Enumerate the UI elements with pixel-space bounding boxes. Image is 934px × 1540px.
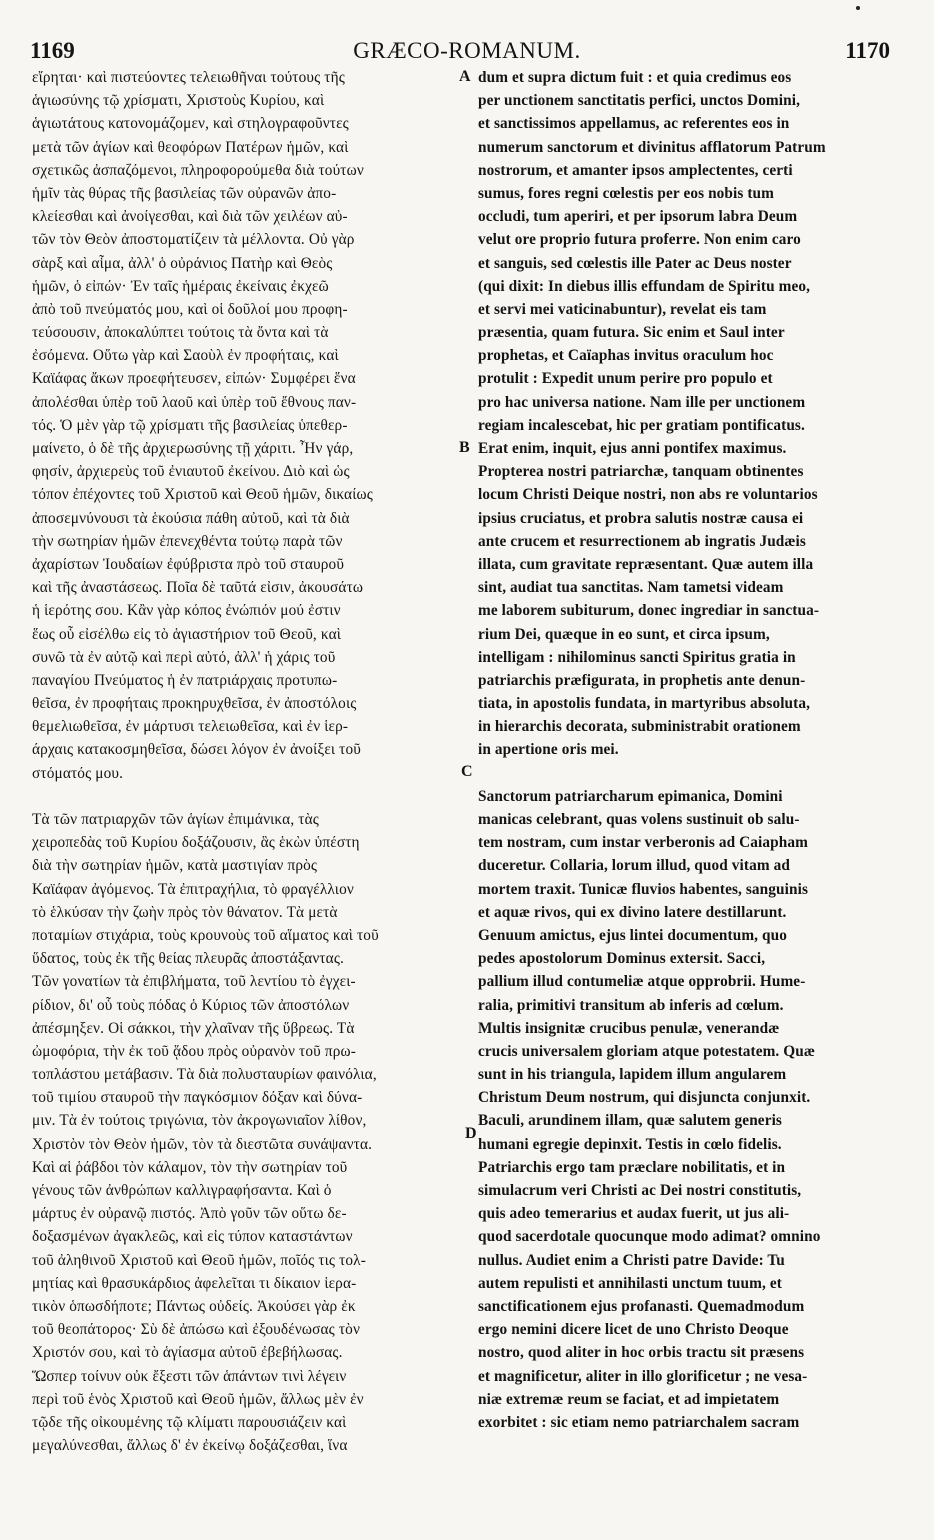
greek-text-line: καὶ τῆς ἀναστάσεως. Ποῖα δὲ ταῦτά εἰσιν, ἀκουσάτω: [32, 579, 364, 597]
latin-text-line: Genuum amictus, ejus lintei documentum, quo: [478, 926, 787, 944]
latin-text-line: autem repulisti et annihilasti unctum tuum, et: [478, 1274, 782, 1292]
latin-text-line: et aquæ rivos, qui ex divino latere destillarunt.: [478, 903, 787, 921]
latin-text-line: præsentia, quam futura. Sic enim et Saul inter: [478, 324, 785, 342]
margin-letter-d: D: [465, 1125, 477, 1142]
greek-text-line: ἀπέσμηξεν. Οἱ σάκκοι, τὴν χλαῖναν τῆς ὕβρεως. Τὰ: [32, 1019, 355, 1037]
greek-text-line: τοπλάστου μετάβασιν. Τὰ διὰ πολυσταυρίων φαινόλια,: [32, 1066, 377, 1084]
running-title: GRÆCO-ROMANUM.: [353, 38, 581, 63]
greek-text-line: ρίδιον, δι' οὗ τοὺς πόδας ὁ Κύριος τῶν ἀποστόλων: [32, 996, 350, 1014]
margin-letter-c: C: [461, 763, 473, 780]
latin-text-line: nostrorum, et amanter ipsos amplectentes, certi: [478, 161, 793, 179]
greek-text-line: στόματός μου.: [32, 764, 124, 782]
greek-text-line: μητίας καὶ θρασυκάρδιος ἀφελεῖται τι δίκαιον ἱερα-: [32, 1274, 357, 1292]
latin-text-line: Sanctorum patriarcharum epimanica, Domini: [478, 787, 783, 805]
latin-text-line: et servi mei vaticinabuntur), revelat eis tam: [478, 300, 767, 318]
latin-text-line: Baculi, arundinem illam, quæ salutem generis: [478, 1112, 782, 1130]
greek-text-line: γένους τῶν ἀνθρώπων καλλιγραφήσαντα. Καὶ ὁ: [32, 1182, 332, 1199]
greek-text-line: ἀπολέσθαι ὑπὲρ τοῦ λαοῦ καὶ ὑπὲρ τοῦ ἔθνους παν-: [32, 393, 357, 411]
greek-text-line: Ὥσπερ τοίνυν οὐκ ἔξεστι τῶν ἁπάντων τινὶ λέγειν: [32, 1367, 347, 1385]
latin-text-line: me laborem subiturum, donec ingrediar in sanctua-: [478, 602, 820, 620]
greek-text-line: ποταμίων στιχάρια, τοὺς κρουνοὺς τοῦ αἵματος καὶ τοῦ: [32, 926, 379, 944]
greek-text-line: τόπον ἐπέχοντες τοῦ Χριστοῦ καὶ Θεοῦ ἡμῶν, δικαίως: [32, 486, 373, 504]
greek-text-line: Χριστόν σου, καὶ τὸ ἁγίασμα αὐτοῦ ἐβεβήλωσας.: [32, 1344, 343, 1362]
greek-text-line: δοξασμένων ἀγακλεῶς, καὶ εἰς τύπον καταστάντων: [32, 1228, 353, 1246]
latin-text-line: tem nostram, cum instar verberonis ad Caiapham: [478, 834, 808, 852]
greek-text-line: τὴν σωτηρίαν ἡμῶν ἐπενεχθέντα τούτῳ παρὰ τῶν: [32, 532, 343, 550]
latin-text-line: et sanguis, sed cœlestis ille Pater ac Deus noster: [478, 254, 792, 272]
greek-text-line: τοῦ ἀληθινοῦ Χριστοῦ καὶ Θεοῦ ἡμῶν, ποῖός τις τολ-: [32, 1251, 366, 1269]
latin-text-line: in apertione oris mei.: [478, 741, 619, 759]
margin-letter-b: B: [459, 439, 470, 456]
latin-text-line: Propterea nostri patriarchæ, tanquam obtinentes: [478, 463, 804, 481]
page-header: [0, 36, 934, 66]
greek-text-line: τῶν τὸν Θεὸν ἀποστοματίζειν τὰ μέλλοντα. Οὐ γὰρ: [32, 231, 355, 249]
greek-text-line: χειροπεδὰς τοῦ Κυρίου δοξάζουσιν, ἃς ἑκὼν ὑπέστη: [32, 834, 360, 852]
greek-text-line: Καὶ αἱ ῥάβδοι τὸν κάλαμον, τὸν τὴν σωτηρίαν τοῦ: [32, 1158, 348, 1176]
greek-text-line: συνῶ τὰ ἐν αὐτῷ καὶ περὶ αὐτό, ἀλλ' ἡ χάρις τοῦ: [32, 648, 336, 666]
greek-text-line: τοῦ τιμίου σταυροῦ τὴν παγκόσμιον δόξαν καὶ δύνα-: [32, 1089, 363, 1107]
greek-text-line: θεμελιωθεῖσα, ἐν μάρτυσι τελειωθεῖσα, καὶ ἐν ἱερ-: [32, 718, 349, 736]
greek-text-line: ὕδατος, τοὺς ἐκ τῆς θείας πλευρᾶς ἀποστάξαντας.: [32, 950, 345, 968]
latin-text-line: quod sacerdotale quocunque modo adimat? omnino: [478, 1228, 821, 1246]
greek-text-line: τοῦ θεοπάτορος· Σὺ δὲ ἀπώσω καὶ ἐξουδένωσας τὸν: [32, 1321, 361, 1339]
latin-text-line: ralia, primitivi transitum ab inferis ad cœlum.: [478, 996, 784, 1014]
greek-text-line: σχετικῶς ἀσπαζόμενοι, πληροφορούμεθα διὰ τούτων: [32, 161, 364, 179]
latin-text-line: (qui dixit: In diebus illis effundam de Spiritu meo,: [478, 277, 811, 295]
latin-text-line: pro hac universa natione. Nam ille per unctionem: [478, 393, 806, 411]
greek-text-line: Καϊάφας ἄκων προεφήτευσεν, εἰπών· Συμφέρει ἕνα: [32, 370, 356, 388]
greek-text-line: τεύσουσιν, ἀποκαλύπτει τούτοις τὰ ὄντα καὶ τὰ: [32, 324, 329, 342]
greek-text-line: θεῖσα, ἐν προφήταις προκηρυχθεῖσα, ἐν ἀποστόλοις: [32, 695, 357, 713]
latin-text-line: manicas celebrant, quas volens sustinuit ob salu-: [478, 811, 800, 828]
latin-text-line: nostro, quod aliter in hoc orbis tractu sit præsens: [478, 1344, 805, 1362]
latin-text-line: protulit : Expedit unum perire pro populo et: [478, 370, 773, 388]
greek-text-line: ἐσόμενα. Οὕτω γὰρ καὶ Σαοὺλ ἐν προφήταις, καὶ: [32, 347, 339, 365]
latin-text-line: quis adeo temerarius et audax fuerit, ut jus ali-: [478, 1205, 790, 1223]
latin-text-line: Multis insignitæ crucibus penulæ, venerandæ: [478, 1019, 780, 1037]
greek-text-line: τὸ ἑλκύσαν τὴν ζωὴν πρὸς τὸν θάνατον. Τὰ μετὰ: [32, 903, 338, 921]
greek-text-line: ἀπὸ τοῦ πνεύματός μου, καὶ οἱ δοῦλοί μου προφη-: [32, 300, 348, 318]
latin-text-line: ante crucem et resurrectionem ab ingratis Judæis: [478, 532, 806, 550]
latin-text-line: in hierarchis decorata, subministrabit orationem: [478, 718, 801, 736]
greek-text-line: διὰ τὴν σωτηρίαν ἡμῶν, κατὰ μαστιγίαν πρὸς: [32, 857, 318, 875]
latin-text-line: prophetas, et Caïaphas invitus oraculum hoc: [478, 347, 774, 365]
greek-text-line: εἴρηται· καὶ πιστεύοντες τελειωθῆναι τούτους τῆς: [32, 69, 345, 86]
latin-text-line: humani egregie depinxit. Testis in cœlo fidelis.: [478, 1135, 782, 1153]
latin-text-line: sanctificationem ejus profanasti. Quemadmodum: [478, 1297, 805, 1315]
latin-text-line: regiam incalescebat, hic per gratiam pontificatus.: [478, 416, 805, 434]
greek-text-line: τῷδε τῆς οἰκουμένης τῷ κλίματι παρουσιάζειν καὶ: [32, 1413, 347, 1431]
latin-text-line: numerum sanctorum et divinitus afflatorum Patrum: [478, 138, 826, 156]
latin-text-line: illata, cum gravitate repræsentant. Quæ autem illa: [478, 555, 814, 573]
paragraph-gap: [32, 785, 460, 808]
greek-text-line: ἡμῖν τὰς θύρας τῆς βασιλείας τῶν οὐρανῶν ἀπο-: [32, 184, 337, 202]
latin-text-line: ipsius cruciatus, et probra salutis nostræ causa ei: [478, 509, 804, 527]
latin-text-line: velut ore proprio futura proferre. Non enim caro: [478, 231, 801, 249]
latin-text-line: tiata, in apostolis fundata, in martyribus absoluta,: [478, 695, 811, 713]
latin-text-line: ergo nemini dicere licet de uno Christo Deoque: [478, 1321, 789, 1339]
greek-text-line: Τὰ τῶν πατριαρχῶν τῶν ἁγίων ἐπιμάνικα, τὰς: [32, 811, 319, 828]
latin-text-line: patriarchis præfigurata, in prophetis ante denun-: [478, 671, 806, 689]
greek-text-line: ἕως οὗ εἰσέλθω εἰς τὸ ἁγιαστήριον τοῦ Θεοῦ, καὶ: [32, 625, 342, 643]
greek-text-line: Τῶν γονατίων τὰ ἐπιβλήματα, τοῦ λεντίου τὸ ἐγχει-: [32, 973, 356, 991]
greek-text-line: ἡ ἱερότης σου. Κἂν γὰρ κόπος ἐνώπιόν μού ἐστιν: [32, 602, 341, 620]
latin-text-line: sint, audiat tua sanctitas. Nam tametsi videam: [478, 579, 784, 597]
greek-text-line: μιν. Τὰ ἐν τούτοις τριγώνια, τὸν ἀκρογωνιαῖον λίθον,: [32, 1112, 367, 1130]
latin-text-line: sunt in his triangula, lapidem illum angularem: [478, 1066, 787, 1084]
greek-text-line: ἁγιωσύνης τῷ χρίσματι, Χριστοὺς Κυρίου, καὶ: [32, 92, 325, 110]
latin-text-line: et sanctissimos appellamus, ac referentes eos in: [478, 115, 790, 133]
greek-text-line: ἀποσεμνύνουσι τὰ ἑκούσια πάθη αὐτοῦ, καὶ τὰ διὰ: [32, 509, 350, 527]
latin-text-line: nullus. Audiet enim a Christi patre Davide: Tu: [478, 1251, 785, 1269]
latin-text-line: et magnificetur, aliter in illo glorificetur ; ne vesa-: [478, 1367, 808, 1385]
latin-text-line: mortem traxit. Tunicæ fluvios habentes, sanguinis: [478, 880, 808, 898]
greek-text-line: Χριστὸν τὸν Θεὸν ἡμῶν, τὸν τὰ διεστῶτα συνάψαντα.: [32, 1135, 373, 1153]
latin-text-line: per unctionem sanctitatis perfici, unctos Domini,: [478, 92, 801, 110]
greek-text-line: παναγίου Πνεύματος ἡ ἐν πατριάρχαις προτυπω-: [32, 671, 338, 689]
page-number-right: 1170: [845, 38, 890, 63]
latin-text-line: sumus, fores regni cœlestis per eos nobis tum: [478, 184, 774, 202]
greek-text-line: σὰρξ καὶ αἷμα, ἀλλ' ὁ οὐράνιος Πατὴρ καὶ Θεὸς: [32, 254, 333, 272]
page-number-left: 1169: [30, 38, 75, 63]
corner-dot: [856, 6, 860, 10]
greek-column: [32, 66, 460, 1457]
greek-text-line: μάρτυς ἐν οὐρανῷ πιστός. Ἀπὸ γοῦν τῶν οὕτω δε-: [32, 1205, 347, 1223]
latin-text-line: intelligam : nihilominus sancti Spiritus gratia in: [478, 648, 796, 666]
greek-text-line: μαίνετο, ὁ δὲ τῆς ἀρχιερωσύνης τῇ χάριτι. Ἦν γάρ,: [32, 440, 354, 457]
latin-text-line: rium Dei, quæque in eo sunt, et circa ipsum,: [478, 625, 770, 643]
greek-text-line: Καϊάφαν ἀγόμενος. Τὰ ἐπιτραχήλια, τὸ φραγέλλιον: [32, 880, 354, 898]
latin-text-line: occludi, tum aperiri, et per ipsorum labra Deum: [478, 208, 798, 226]
greek-text-line: τικὸν ὁπωσδήποτε; Πάντως οὐδείς. Ἀκούσει γὰρ ἐκ: [32, 1297, 356, 1315]
greek-text-line: ὠμοφόρια, τὴν ἐκ τοῦ ᾅδου πρὸς οὐρανὸν τοῦ πρω-: [32, 1042, 356, 1060]
latin-text-line: pallium illud contumeliæ atque opprobrii. Hume-: [478, 973, 806, 991]
paragraph-gap: [478, 762, 896, 785]
greek-text-line: φησίν, ἀρχιερεὺς τοῦ ἐνιαυτοῦ ἐκείνου. Διὸ καὶ ὡς: [32, 463, 350, 481]
latin-text-line: dum et supra dictum fuit : et quia credimus eos: [478, 69, 792, 86]
latin-text-line: niæ extremæ reum se faciat, et ad impietatem: [478, 1390, 780, 1408]
greek-text-line: κλείεσθαι καὶ ἀνοίγεσθαι, καὶ διὰ τῶν χειλέων αὐ-: [32, 208, 348, 226]
greek-text-line: περὶ τοῦ ἑνὸς Χριστοῦ καὶ Θεοῦ ἡμῶν, ἄλλως μὲν ἐν: [32, 1390, 364, 1408]
latin-column: [478, 66, 896, 1434]
latin-text-line: crucis universalem gloriam atque potestatem. Quæ: [478, 1042, 816, 1060]
latin-text-line: Erat enim, inquit, ejus anni pontifex maximus.: [478, 440, 787, 457]
latin-text-line: locum Christi Deique nostri, non abs re voluntarios: [478, 486, 818, 504]
greek-text-line: τός. Ὁ μὲν γὰρ τῷ χρίσματι τῆς βασιλείας ὑπεθερ-: [32, 416, 348, 434]
greek-text-line: ἡμῶν, ὁ εἰπών· Ἐν ταῖς ἡμέραις ἐκείναις ἐκχεῶ: [32, 277, 329, 295]
greek-text-line: άρχαις κατακοσμηθεῖσα, δώσει λόγον ἐν ἀνοίξει τοῦ: [32, 741, 361, 759]
greek-text-line: μεγαλύνεσθαι, ἄλλως δ' ἐν ἐκείνῳ δοξάζεσθαι, ἵνα: [32, 1437, 348, 1455]
latin-text-line: duceretur. Collaria, lorum illud, quod vitam ad: [478, 857, 790, 875]
greek-text-line: μετὰ τῶν ἁγίων καὶ θεοφόρων Πατέρων ἡμῶν, καὶ: [32, 138, 349, 156]
margin-letter-a: A: [459, 68, 471, 85]
latin-text-line: exorbitet : sic etiam nemo patriarchalem sacram: [478, 1413, 800, 1431]
latin-text-line: simulacrum veri Christi ac Dei nostri constitutis,: [478, 1182, 802, 1199]
greek-text-line: ἁγιωτάτους κατονομάζομεν, καὶ στηλογραφοῦντες: [32, 115, 349, 133]
latin-text-line: Christum Deum nostrum, qui disjuncta conjunxit.: [478, 1089, 811, 1107]
latin-text-line: Patriarchis ergo tam præclare nobilitatis, et in: [478, 1158, 786, 1176]
latin-text-line: pedes apostolorum Dominus extersit. Sacci,: [478, 950, 766, 968]
greek-text-line: ἀχαρίστων Ἰουδαίων ἐφύβριστα πρὸ τοῦ σταυροῦ: [32, 555, 345, 573]
